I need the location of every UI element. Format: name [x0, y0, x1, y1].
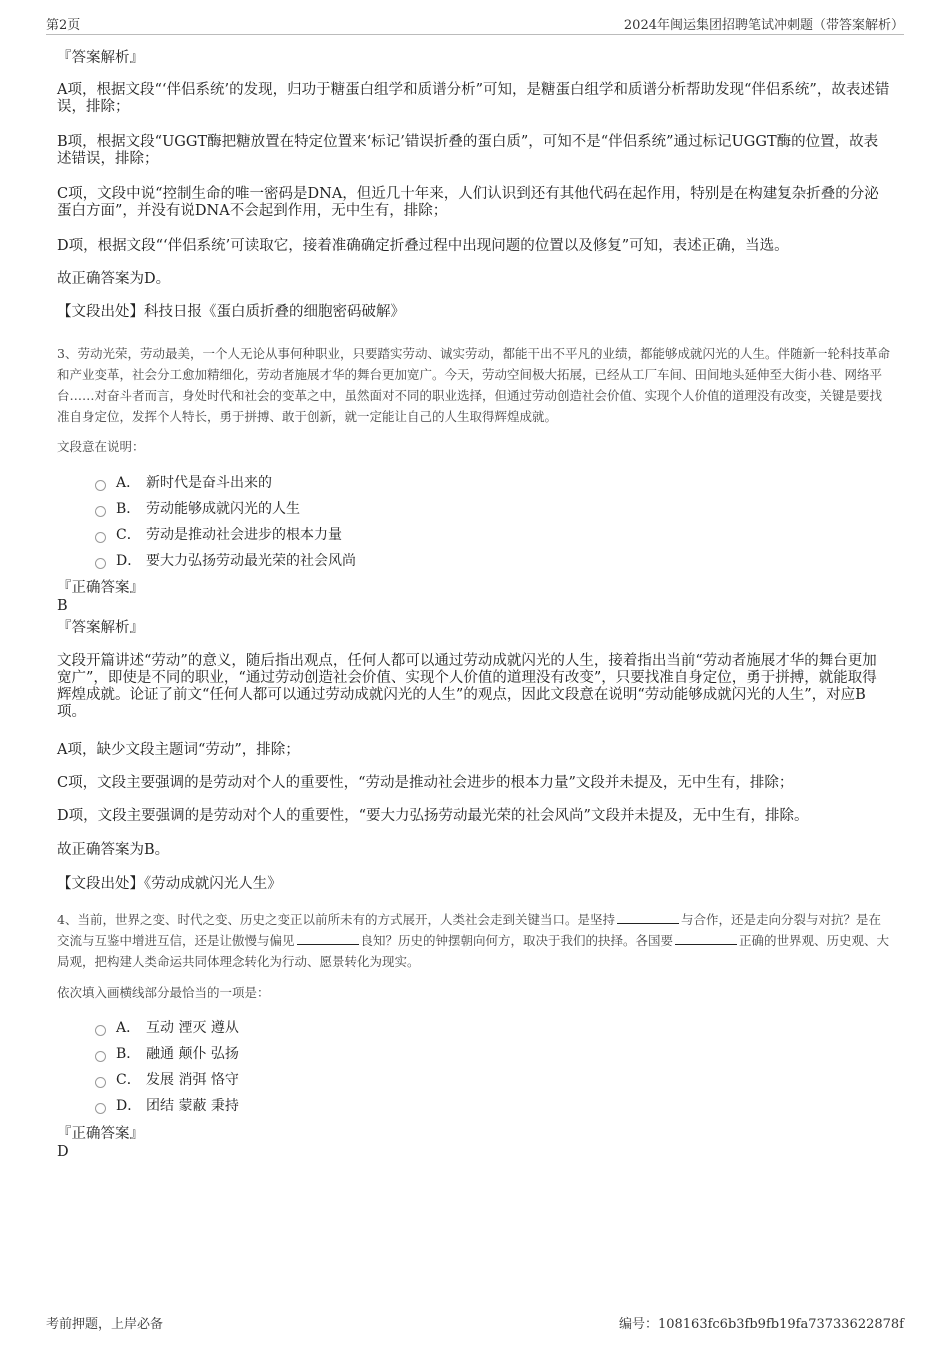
q2-analysis-c: C项，文段中说“控制生命的唯一密码是DNA，但近几十年来，人们认识到还有其他代码在起作用，特别是在构建复杂折叠的分泌蛋白方面”，并没有说DNA不会起到作用，无中生有，排除； — [57, 186, 879, 219]
q3-passage: 3、劳动光荣，劳动最美，一个人无论从事何种职业，只要踏实劳动、诚实劳动，都能干出不平凡的业绩，都能够成就闪光的人生。伴随新一轮科技革命和产业变革，社会分工愈加精细化，劳动者施展才华的舞台更加宽广。今天，劳动空间极大拓展，已经从工厂车间、田间地头延伸至大街小巷、网络平台……对奋斗者而言，身处时代和社会的变革之中，虽然面对不同的职业选择，但通过劳动创造社会价值、实现个人价值的道理没有改变，关键是要找准自身定位，发挥个人特长，勇于拼搏、敢于创新，就一定能让自己的人生取得辉煌成就。 — [57, 346, 890, 424]
q2-analysis-d: D项，根据文段“‘伴侣系统’可读取它，接着准确确定折叠过程中出现问题的位置以及修复”可知，表述正确，当选。 — [57, 238, 789, 254]
page-footer — [46, 1313, 904, 1331]
radio-button[interactable] — [95, 532, 106, 543]
radio-button[interactable] — [95, 1077, 106, 1088]
q3-option-c[interactable]: C． 劳动是推动社会进步的根本力量 — [95, 526, 342, 544]
q2-analysis-a: A项，根据文段“‘伴侣系统’的发现，归功于糖蛋白组学和质谱分析”可知，是糖蛋白组学和质谱分析帮助发现“伴侣系统”，故表述错误，排除； — [57, 82, 890, 115]
q2-conclusion: 故正确答案为D。 — [57, 271, 171, 287]
q4-option-c[interactable]: C． 发展 消弭 恪守 — [95, 1071, 239, 1089]
q4-answer-title: 『正确答案』 — [57, 1126, 144, 1142]
radio-button[interactable] — [95, 480, 106, 491]
blank-3 — [675, 932, 737, 945]
q3-analysis-title: 『答案解析』 — [57, 620, 144, 636]
q3-analysis: 文段开篇讲述“劳动”的意义，随后指出观点，任何人都可以通过劳动成就闪光的人生，接着指出当前“劳动者施展才华的舞台更加宽广”，即使是不同的职业，“通过劳动创造社会价值、实现个人价值的道理没有改变”，只要找准自身定位，勇于拼搏，就能取得辉煌成就。论证了前文“任何人都可以通过劳动成就闪光的人生”的观点，因此文段意在说明“劳动能够成就闪光的人生”，对应B项。 — [57, 653, 877, 720]
document-title: 2024年闽运集团招聘笔试冲刺题（带答案解析） — [623, 18, 904, 33]
q3-answer: B — [57, 598, 68, 614]
q3-analysis-d: D项，文段主要强调的是劳动对个人的重要性，“要大力弘扬劳动最光荣的社会风尚”文段并未提及，无中生有，排除。 — [57, 808, 809, 824]
q3-option-b[interactable]: B． 劳动能够成就闪光的人生 — [95, 500, 300, 518]
q4-option-d[interactable]: D． 团结 蒙蔽 秉持 — [95, 1097, 239, 1115]
radio-button[interactable] — [95, 1025, 106, 1036]
q2-analysis-title: 『答案解析』 — [57, 50, 144, 66]
document-code: 编号：108163fc6b3fb9fb19fa73733622878f — [618, 1317, 904, 1332]
q4-passage: 4、当前，世界之变、时代之变、历史之变正以前所未有的方式展开，人类社会走到关键当口。是坚持 与合作，还是走向分裂与对抗？是在交流与互鉴中增进互信，还是让傲慢与偏见 良知？历史的钟摆朝向何方，取决于我们的抉择。各国要 正确的世界观、历史观、大局观，把构建人类命运共同体理念转化为行动、愿景转化为现实。 — [57, 912, 890, 969]
q3-analysis-c: C项，文段主要强调的是劳动对个人的重要性，“劳动是推动社会进步的根本力量”文段并未提及，无中生有，排除； — [57, 775, 794, 791]
q4-answer: D — [57, 1144, 69, 1160]
q2-analysis-b: B项，根据文段“UGGT酶把糖放置在特定位置来‘标记’错误折叠的蛋白质”，可知不是“伴侣系统”通过标记UGGT酶的位置，故表述错误，排除； — [57, 134, 879, 167]
q3-option-a[interactable]: A． 新时代是奋斗出来的 — [95, 474, 272, 492]
q4-option-b[interactable]: B． 融通 颠仆 弘扬 — [95, 1045, 239, 1063]
page-header — [46, 14, 904, 35]
blank-2 — [297, 932, 359, 945]
radio-button[interactable] — [95, 1051, 106, 1062]
blank-1 — [617, 911, 679, 924]
q4-prompt: 依次填入画横线部分最恰当的一项是： — [57, 985, 270, 1000]
q4-option-a[interactable]: A． 互动 湮灭 遵从 — [95, 1019, 239, 1037]
q3-analysis-a: A项，缺少文段主题词“劳动”，排除； — [57, 742, 300, 758]
q3-answer-title: 『正确答案』 — [57, 580, 144, 596]
page-number: 第2页 — [46, 18, 81, 33]
q3-prompt: 文段意在说明： — [57, 439, 145, 454]
q3-option-d[interactable]: D． 要大力弘扬劳动最光荣的社会风尚 — [95, 552, 356, 570]
radio-button[interactable] — [95, 506, 106, 517]
q2-source: 【文段出处】科技日报《蛋白质折叠的细胞密码破解》 — [57, 304, 405, 320]
footer-slogan: 考前押题，上岸必备 — [46, 1317, 164, 1332]
radio-button[interactable] — [95, 558, 106, 569]
radio-button[interactable] — [95, 1103, 106, 1114]
q3-source: 【文段出处】《劳动成就闪光人生》 — [57, 876, 282, 892]
q3-conclusion: 故正确答案为B。 — [57, 842, 170, 858]
